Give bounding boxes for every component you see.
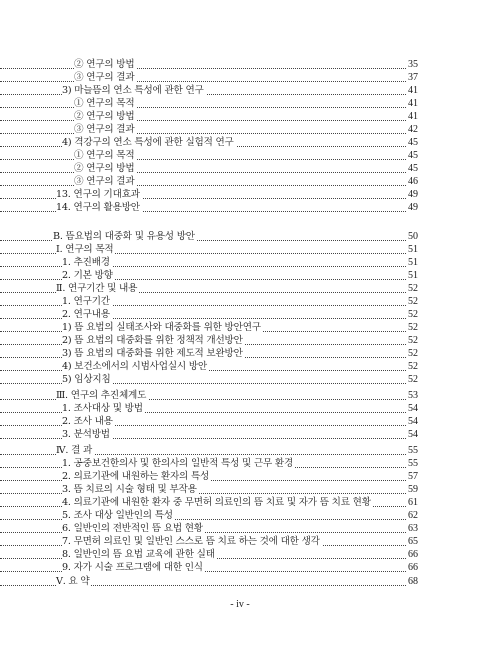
toc-entry-label: ② 연구의 방법 [74, 111, 135, 122]
toc-entry [0, 374, 480, 386]
toc-entry-page-number: 53 [408, 390, 418, 401]
toc-entry-label: 9. 자가 시술 프로그램에 대한 인식 [62, 562, 203, 573]
toc-entry-label: 2. 의료기관에 내원하는 환자의 특성 [62, 471, 210, 482]
toc-entry [0, 361, 480, 373]
toc-entry [0, 150, 480, 162]
toc-entry-label: 3. 뜸 치료의 시술 형태 및 부작용 [62, 484, 197, 495]
toc-entry-page-number: 52 [408, 283, 418, 294]
toc-entry-label: 2. 기본 방향 [62, 270, 113, 281]
toc-entry-label: 8. 일반인의 뜸 요법 교육에 관한 실태 [62, 549, 215, 560]
toc-entry-page-number: 54 [408, 416, 418, 427]
toc-entry [0, 335, 480, 347]
toc-entry [0, 296, 480, 308]
page-number: - iv - [230, 599, 250, 610]
dot-leader [0, 107, 416, 108]
toc-entry-label: 7. 무면허 의료인 및 일반인 스스로 뜸 치료 하는 것에 대한 생각 [62, 536, 320, 547]
toc-entry [0, 270, 480, 282]
dot-leader [0, 185, 416, 186]
toc-entry-label: ② 연구의 방법 [74, 163, 135, 174]
toc-entry-label: ① 연구의 목적 [74, 150, 135, 161]
toc-entry-page-number: 35 [408, 59, 418, 70]
toc-entry-label: 5) 임상지침 [62, 374, 111, 385]
toc-entry-page-number: 65 [408, 536, 418, 547]
toc-entry-page-number: 63 [408, 523, 418, 534]
toc-entry [0, 523, 480, 535]
toc-entry [0, 322, 480, 334]
toc-entry-page-number: 46 [408, 176, 418, 187]
toc-entry-page-number: 41 [408, 111, 418, 122]
toc-entry [0, 176, 480, 188]
dot-leader [0, 120, 416, 121]
dot-leader [0, 159, 416, 160]
toc-entry-page-number: 55 [408, 445, 418, 456]
toc-entry [0, 416, 480, 428]
toc-entry-page-number: 45 [408, 150, 418, 161]
toc-entry-label: 4. 의료기관에 내원한 환자 중 무면허 의료인의 뜸 치료 및 자가 뜸 치료 현황 [62, 497, 371, 508]
toc-entry-page-number: 52 [408, 309, 418, 320]
toc-entry [0, 429, 480, 441]
toc-entry-page-number: 41 [408, 85, 418, 96]
toc-entry [0, 549, 480, 561]
toc-entry-label: 2. 조사 내용 [62, 416, 113, 427]
toc-entry [0, 458, 480, 470]
dot-leader [0, 133, 416, 134]
toc-entry-page-number: 37 [408, 72, 418, 83]
toc-entry-label: 1. 공중보건한의사 및 한의사의 일반적 특성 및 근무 환경 [62, 458, 294, 469]
toc-entry [0, 497, 480, 509]
toc-entry [0, 283, 480, 295]
toc-entry [0, 536, 480, 548]
toc-entry-page-number: 66 [408, 562, 418, 573]
toc-entry-label: 6. 일반인의 전반적인 뜸 요법 현황 [62, 523, 203, 534]
toc-entry-page-number: 54 [408, 403, 418, 414]
toc-entry-page-number: 55 [408, 458, 418, 469]
toc-entry-page-number: 45 [408, 137, 418, 148]
toc-entry-page-number: 54 [408, 429, 418, 440]
toc-entry [0, 202, 480, 214]
toc-entry-label: ③ 연구의 결과 [74, 124, 135, 135]
toc-entry [0, 562, 480, 574]
toc-entry [0, 59, 480, 71]
toc-entry [0, 348, 480, 360]
toc-entry [0, 390, 480, 402]
toc-entry-page-number: 49 [408, 189, 418, 200]
toc-entry-label: 3) 마늘뜸의 연소 특성에 관한 연구 [62, 85, 204, 96]
toc-entry [0, 163, 480, 175]
toc-entry-label: Ⅲ. 연구의 추진체계도 [56, 390, 147, 401]
toc-entry [0, 445, 480, 457]
toc-entry-label: Ⅰ. 연구의 목적 [56, 244, 114, 255]
toc-entry [0, 98, 480, 110]
toc-entry-label: Ⅱ. 연구기간 및 내용 [56, 283, 138, 294]
toc-entry-page-number: 41 [408, 98, 418, 109]
toc-entry-page-number: 62 [408, 510, 418, 521]
toc-entry-page-number: 50 [408, 231, 418, 242]
toc-entry-label: ③ 연구의 결과 [74, 176, 135, 187]
toc-entry [0, 403, 480, 415]
toc-entry-page-number: 52 [408, 335, 418, 346]
toc-entry-label: B. 뜸요법의 대중화 및 유용성 방안 [53, 231, 195, 242]
toc-entry-page-number: 61 [408, 497, 418, 508]
page-number-footer [0, 599, 480, 610]
toc-entry [0, 576, 480, 588]
toc-entry-page-number: 51 [408, 244, 418, 255]
toc-entry-label: Ⅴ. 요 약 [56, 576, 90, 587]
toc-entry [0, 471, 480, 483]
toc-entry-page-number: 59 [408, 484, 418, 495]
toc-entry [0, 72, 480, 84]
dot-leader [0, 68, 416, 69]
toc-entry-label: 5. 조사 대상 일반인의 특성 [62, 510, 173, 521]
toc-entry-label: 2. 연구내용 [62, 309, 110, 320]
toc-entry-label: 1) 뜸 요법의 실태조사와 대중화를 위한 방안연구 [62, 322, 261, 333]
toc-entry-label: ② 연구의 방법 [74, 59, 135, 70]
toc-entry-page-number: 52 [408, 296, 418, 307]
toc-entry-label: 2) 뜸 요법의 대중화를 위한 정책적 개선방안 [62, 335, 243, 346]
toc-entry-page-number: 57 [408, 471, 418, 482]
dot-leader [0, 81, 416, 82]
toc-entry [0, 257, 480, 269]
toc-entry-page-number: 51 [408, 270, 418, 281]
toc-entry [0, 484, 480, 496]
toc-entry-label: 3) 뜸 요법의 대중화를 위한 제도적 보완방안 [62, 348, 243, 359]
toc-entry [0, 231, 480, 243]
toc-entry-label: ③ 연구의 결과 [74, 72, 135, 83]
toc-entry-label: 1. 조사대상 및 방법 [62, 403, 143, 414]
toc-entry-page-number: 52 [408, 374, 418, 385]
toc-entry-page-number: 42 [408, 124, 418, 135]
toc-entry-label: 4) 보건소에서의 시범사업실시 방안 [62, 361, 207, 372]
dot-leader [0, 172, 416, 173]
toc-entry-label: 14. 연구의 활용방안 [56, 202, 140, 213]
toc-entry-label: ① 연구의 목적 [74, 98, 135, 109]
toc-entry [0, 137, 480, 149]
toc-entry [0, 85, 480, 97]
toc-entry [0, 309, 480, 321]
toc-entry-label: Ⅳ. 결 과 [56, 445, 93, 456]
toc-entry-label: 13. 연구의 기대효과 [56, 189, 140, 200]
toc-entry-label: 1. 연구기간 [62, 296, 110, 307]
toc-entry-page-number: 66 [408, 549, 418, 560]
toc-entry-page-number: 51 [408, 257, 418, 268]
toc-entry [0, 124, 480, 136]
toc-entry-page-number: 49 [408, 202, 418, 213]
toc-entry [0, 189, 480, 201]
toc-entry-label: 4) 격강구의 연소 특성에 관한 실험적 연구 [62, 137, 234, 148]
toc-entry [0, 510, 480, 522]
toc-entry-page-number: 52 [408, 348, 418, 359]
toc-entry-page-number: 45 [408, 163, 418, 174]
toc-entry [0, 244, 480, 256]
toc-entry-page-number: 52 [408, 322, 418, 333]
toc-entry-label: 3. 분석방법 [62, 429, 110, 440]
toc-entry [0, 111, 480, 123]
toc-entry-page-number: 52 [408, 361, 418, 372]
toc-entry-page-number: 68 [408, 576, 418, 587]
toc-entry-label: 1. 추진배경 [62, 257, 110, 268]
